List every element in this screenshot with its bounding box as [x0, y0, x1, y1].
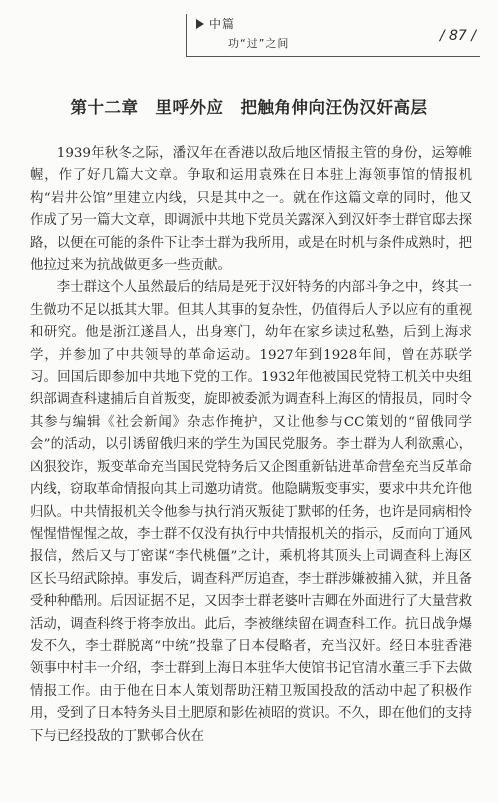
running-header — [0, 0, 498, 60]
header-vertical-rule — [186, 14, 187, 56]
body-text — [30, 143, 472, 748]
part-label: 中篇 — [209, 17, 236, 31]
triangle-marker-icon — [196, 19, 204, 29]
chapter-title: 第十二章 里呼外应 把触角伸向汪伪汉奸高层 — [70, 98, 428, 117]
page-number: / 87 / — [439, 28, 476, 44]
paragraph: 1939年秋冬之际，潘汉年在香港以敌后地区情报主管的身份，运筹帷幄，作了好几篇大文章。争取和运用袁殊在日本驻上海领事馆的情报机构“岩井公馆”里建立内线，只是其中之一。就在作这篇文章的同时，他又作成了另一篇大文章，即调派中共地下党员关露深入到汉奸李士群官邸去探路，以便在可能的条件下让李士群为我所用，或是在时机与条件成熟时，把他拉过来为抗战做更多一些贡献。 — [30, 146, 472, 274]
header-horizontal-rule — [186, 56, 480, 57]
paragraph: 李士群这个人虽然最后的结局是死于汉奸特务的内部斗争之中，终其一生微功不足以抵其大罪。但其人其事的复杂性，仍值得后人予以应有的重视和研究。他是浙江遂昌人，出身寒门，幼年在家乡读过私塾，后到上海求学，并参加了中共领导的革命运动。1927年到1928年间，曾在苏联学习。回国后即参加中共地下党的工作。1932年他被国民党特工机关中央组织部调查科逮捕后自首叛变，旋即被委派为调查科上海区的情报员，同时令其参与编辑《社会新闻》杂志作掩护，又让他参与CC策划的“留俄同学会”的活动，以引诱留俄归来的学生为国民党服务。李士群为人利欲熏心，凶狠狡诈，叛变革命充当国民党特务后又企图重新钻进革命营垒充当反革命内线，窃取革命情报向其上司邀功请赏。他隐瞒叛变事实，要求中共允许他归队。中共情报机关令他参与执行消灭叛徒丁默邨的任务，也许是同病相怜惺惺惜惺惺之故，李士群不仅没有执行中共情报机关的指示，反而向丁通风报信，然后又与丁密谋“李代桃僵”之计，乘机将其顶头上司调查科上海区区长马绍武除掉。事发后，调查科严厉追查，李士群涉嫌被捕入狱，并且备受种种酷刑。后因证据不足，又因李士群老婆叶吉卿在外面进行了大量营救活动，调查科终于将李放出。此后，李被继续留在调查科工作。抗日战争爆发不久，李士群脱离“中统”投靠了日本侵略者，充当汉奸。经日本驻香港领事中村丰一介绍，李士群到上海日本驻华大使馆书记官清水董三手下去做情报工作。由于他在日本人策划帮助汪精卫叛国投敌的活动中起了积极作用，受到了日本特务头目土肥原和影佐祯昭的赏识。不久，即在他们的支持下与已经投敌的丁默邨合伙在 — [30, 280, 472, 744]
part-subtitle: 功“过”之间 — [228, 37, 290, 50]
